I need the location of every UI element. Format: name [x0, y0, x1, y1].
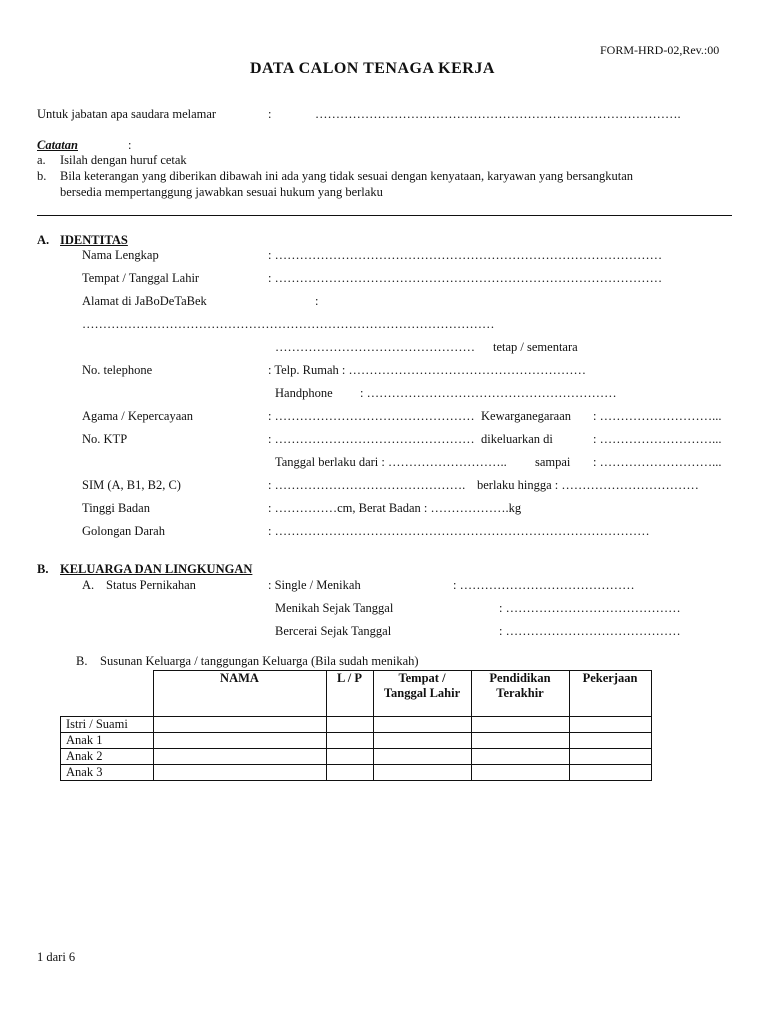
handphone-field[interactable]: : ……………………………………………………: [360, 386, 617, 400]
nama-field[interactable]: : …………………………………………………………………………………: [268, 248, 663, 262]
header-lp: L / P: [326, 671, 373, 717]
dikeluarkan-field[interactable]: : ………………………...: [593, 432, 722, 446]
kewarganegaraan-field[interactable]: : ………………………...: [593, 409, 722, 423]
ktp-label: No. KTP: [82, 432, 128, 446]
cell-pendidikan[interactable]: [471, 749, 569, 765]
dikeluarkan-label: dikeluarkan di: [481, 432, 553, 446]
sampai-field[interactable]: : ………………………...: [593, 455, 722, 469]
sim-berlaku-field[interactable]: berlaku hingga : ……………………………: [477, 478, 699, 492]
ttl-field[interactable]: : …………………………………………………………………………………: [268, 271, 663, 285]
catatan-colon: :: [128, 138, 132, 152]
telp-rumah-field[interactable]: : Telp. Rumah : …………………………………………………: [268, 363, 586, 377]
row-label: Anak 2: [61, 749, 154, 765]
row-label: Anak 3: [61, 765, 154, 781]
menikah-field[interactable]: : ……………………………………: [499, 601, 681, 615]
cell-lp[interactable]: [326, 733, 373, 749]
section-a-marker: A.: [37, 233, 50, 247]
cell-ttl[interactable]: [373, 749, 471, 765]
cell-ttl[interactable]: [373, 765, 471, 781]
agama-field[interactable]: : …………………………………………: [268, 409, 475, 423]
nama-label: Nama Lengkap: [82, 248, 159, 262]
ktp-field[interactable]: : …………………………………………: [268, 432, 475, 446]
status-label: Status Pernikahan: [106, 578, 196, 592]
cell-pendidikan[interactable]: [471, 733, 569, 749]
header-pekerjaan: Pekerjaan: [569, 671, 651, 717]
table-row: [61, 765, 652, 781]
susunan-label: Susunan Keluarga / tanggungan Keluarga (Bila sudah menikah): [100, 654, 419, 668]
cell-nama[interactable]: [153, 765, 326, 781]
table-row: [61, 717, 652, 733]
menikah-label: Menikah Sejak Tanggal: [275, 601, 394, 615]
darah-field[interactable]: : ………………………………………………………………………………: [268, 524, 650, 538]
row-label: Istri / Suami: [61, 717, 154, 733]
table-corner: [61, 671, 154, 717]
section-b-heading: KELUARGA DAN LINGKUNGAN: [60, 562, 253, 576]
sim-label: SIM (A, B1, B2, C): [82, 478, 181, 492]
divider: [37, 215, 732, 216]
cell-pekerjaan[interactable]: [569, 749, 651, 765]
cerai-label: Bercerai Sejak Tanggal: [275, 624, 392, 638]
agama-label: Agama / Kepercayaan: [82, 409, 194, 423]
page-number: 1 dari 6: [37, 950, 76, 964]
status-marker: A.: [82, 578, 95, 592]
telp-label: No. telephone: [82, 363, 153, 377]
alamat-label: Alamat di JaBoDeTaBek: [82, 294, 207, 308]
catatan-marker-b: b.: [37, 169, 47, 183]
alamat-colon: :: [315, 294, 319, 308]
catatan-marker-a: a.: [37, 153, 46, 167]
tinggi-berat-field[interactable]: : ……………cm, Berat Badan : ……………….kg: [268, 501, 522, 515]
cell-ttl[interactable]: [373, 733, 471, 749]
cell-nama[interactable]: [153, 749, 326, 765]
cell-lp[interactable]: [326, 765, 373, 781]
darah-label: Golongan Darah: [82, 524, 165, 538]
cell-pekerjaan[interactable]: [569, 717, 651, 733]
jabatan-colon: :: [268, 107, 272, 121]
header-nama: NAMA: [153, 671, 326, 717]
jabatan-field[interactable]: …………………………………………………………………………….: [315, 107, 681, 121]
catatan-item-a: Isilah dengan huruf cetak: [60, 153, 187, 167]
handphone-label: Handphone: [275, 386, 333, 400]
cell-nama[interactable]: [153, 717, 326, 733]
table-row: [61, 749, 652, 765]
status-field[interactable]: : ……………………………………: [453, 578, 635, 592]
cell-pekerjaan[interactable]: [569, 765, 651, 781]
tinggi-label: Tinggi Badan: [82, 501, 150, 515]
cell-ttl[interactable]: [373, 717, 471, 733]
catatan-item-b: Bila keterangan yang diberikan dibawah ini ada yang tidak sesuai dengan kenyataan, karyawan yang bersangkutan: [60, 169, 634, 183]
sampai-label: sampai: [535, 455, 571, 469]
cell-nama[interactable]: [153, 733, 326, 749]
row-label: Anak 1: [61, 733, 154, 749]
family-table: [60, 670, 652, 781]
susunan-marker: B.: [76, 654, 88, 668]
kewarganegaraan-label: Kewarganegaraan: [481, 409, 571, 423]
cell-pendidikan[interactable]: [471, 765, 569, 781]
table-row: [61, 733, 652, 749]
section-a-heading: IDENTITAS: [60, 233, 128, 247]
cell-lp[interactable]: [326, 749, 373, 765]
cell-lp[interactable]: [326, 717, 373, 733]
catatan-item-b-cont: bersedia mempertanggung jawabkan sesuai hukum yang berlaku: [60, 185, 383, 199]
catatan-label: Catatan: [37, 138, 78, 152]
alamat-status: tetap / sementara: [493, 340, 578, 354]
alamat-field-2[interactable]: …………………………………………: [275, 340, 475, 354]
cell-pekerjaan[interactable]: [569, 733, 651, 749]
ttl-label: Tempat / Tanggal Lahir: [82, 271, 200, 285]
cerai-field[interactable]: : ……………………………………: [499, 624, 681, 638]
jabatan-label: Untuk jabatan apa saudara melamar: [37, 107, 217, 121]
status-options[interactable]: : Single / Menikah: [268, 578, 361, 592]
sim-field[interactable]: : ……………………………………….: [268, 478, 466, 492]
berlaku-dari-field[interactable]: Tanggal berlaku dari : ………………………..: [275, 455, 507, 469]
header-ttl: Tempat / Tanggal Lahir: [373, 671, 471, 717]
header-pendidikan: Pendidikan Terakhir: [471, 671, 569, 717]
form-code: FORM-HRD-02,Rev.:00: [600, 43, 720, 57]
alamat-field[interactable]: ………………………………………………………………………………………: [82, 317, 495, 331]
page-title: DATA CALON TENAGA KERJA: [250, 60, 495, 77]
cell-pendidikan[interactable]: [471, 717, 569, 733]
section-b-marker: B.: [37, 562, 49, 576]
